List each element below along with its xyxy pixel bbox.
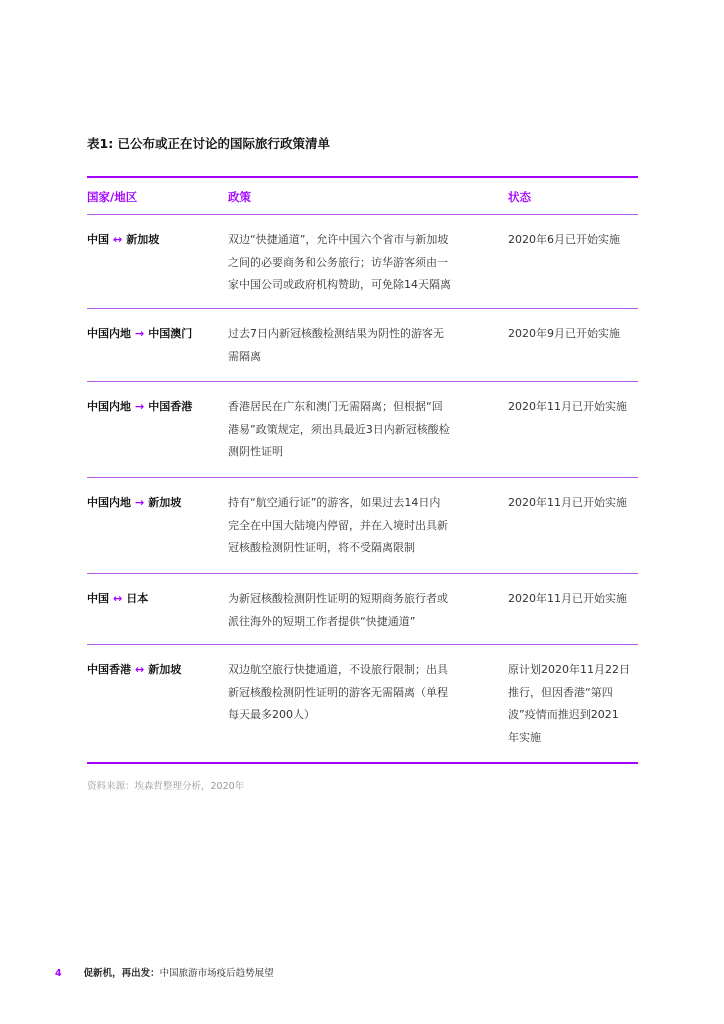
policy-line: 需隔离	[228, 349, 261, 363]
row-policy	[228, 492, 476, 560]
policy-line: 派往海外的短期工作者提供“快捷通道”	[228, 614, 416, 628]
row-region	[87, 229, 159, 252]
policy-line: 新冠核酸检测阴性证明的游客无需隔离（单程	[228, 685, 448, 699]
policy-line: 完全在中国大陆境内停留，并在入境时出具新	[228, 518, 448, 532]
policy-table	[87, 176, 638, 764]
policy-line: 冠核酸检测阴性证明，将不受隔离限制	[228, 541, 415, 554]
row-policy	[228, 396, 476, 464]
row-policy	[228, 588, 476, 633]
policy-line: 测阴性证明	[228, 445, 283, 458]
footer-title-rest: 中国旅游市场疫后趋势展望	[159, 968, 274, 979]
right-arrow-icon: →	[135, 327, 145, 340]
row-status	[508, 659, 633, 749]
policy-line: 家中国公司或政府机构赞助，可免除14天隔离	[228, 278, 451, 291]
page-footer	[55, 965, 274, 979]
row-policy	[228, 323, 476, 368]
row-status	[508, 229, 633, 252]
status-line: 2020年6月已开始实施	[508, 233, 620, 246]
bidirectional-arrow-icon: ↔	[113, 592, 123, 605]
status-line: 波”疫情而推迟到2021	[508, 708, 619, 721]
region-to: 新加坡	[126, 233, 160, 246]
table-title: 表1: 已公布或正在讨论的国际旅行政策清单	[87, 136, 331, 151]
status-line: 2020年9月已开始实施	[508, 327, 620, 340]
policy-line: 双边“快捷通道”，允许中国六个省市与新加坡	[228, 233, 449, 246]
status-line: 推行，但因香港“第四	[508, 685, 613, 699]
policy-line: 过去7日内新冠核酸检测结果为阴性的游客无	[228, 327, 444, 340]
bidirectional-arrow-icon: ↔	[135, 663, 145, 676]
row-divider	[87, 762, 638, 764]
region-from: 中国香港	[87, 663, 131, 676]
row-status	[508, 588, 633, 611]
table-row	[87, 215, 638, 308]
status-line: 2020年11月已开始实施	[508, 496, 627, 509]
row-status	[508, 323, 633, 346]
policy-line: 港易”政策规定，须出具最近3日内新冠核酸检	[228, 422, 450, 436]
row-status	[508, 492, 633, 515]
header-status: 状态	[508, 190, 531, 204]
region-from: 中国内地	[87, 496, 131, 509]
table-row	[87, 382, 638, 477]
table-row	[87, 574, 638, 644]
region-from: 中国内地	[87, 400, 131, 413]
bidirectional-arrow-icon: ↔	[113, 233, 123, 246]
row-region	[87, 659, 181, 682]
region-to: 日本	[126, 592, 149, 605]
source-note: 资料来源：埃森哲整理分析，2020年	[87, 781, 245, 792]
footer-title-bold: 促新机，再出发：	[83, 968, 160, 979]
right-arrow-icon: →	[135, 400, 145, 413]
region-from: 中国	[87, 233, 109, 246]
policy-line: 每天最多200人）	[228, 708, 315, 721]
header-region: 国家/地区	[87, 190, 138, 204]
row-region	[87, 396, 192, 419]
row-region	[87, 323, 192, 346]
status-line: 2020年11月已开始实施	[508, 592, 627, 605]
row-status	[508, 396, 633, 419]
table-row	[87, 645, 638, 762]
page-number: 4	[55, 968, 62, 979]
row-policy	[228, 229, 476, 297]
policy-line: 香港居民在广东和澳门无需隔离；但根据“回	[228, 400, 443, 413]
region-to: 中国澳门	[148, 327, 193, 340]
region-to: 中国香港	[148, 400, 193, 413]
header-policy: 政策	[228, 190, 251, 204]
policy-line: 持有“航空通行证”的游客，如果过去14日内	[228, 496, 441, 509]
status-line: 年实施	[508, 730, 541, 744]
table-header	[87, 178, 638, 214]
table-body	[87, 215, 638, 764]
region-to: 新加坡	[148, 663, 182, 676]
region-to: 新加坡	[148, 496, 182, 509]
row-region	[87, 492, 181, 515]
policy-line: 为新冠核酸检测阴性证明的短期商务旅行者或	[228, 592, 448, 605]
row-policy	[228, 659, 476, 727]
table-row	[87, 309, 638, 381]
policy-line: 双边航空旅行快捷通道，不设旅行限制；出具	[228, 663, 448, 676]
region-from: 中国	[87, 592, 109, 605]
table-row	[87, 478, 638, 573]
status-line: 原计划2020年11月22日	[508, 663, 630, 676]
row-region	[87, 588, 148, 611]
status-line: 2020年11月已开始实施	[508, 400, 627, 413]
region-from: 中国内地	[87, 327, 131, 340]
policy-line: 之间的必要商务和公务旅行；访华游客须由一	[228, 255, 448, 269]
right-arrow-icon: →	[135, 496, 145, 509]
